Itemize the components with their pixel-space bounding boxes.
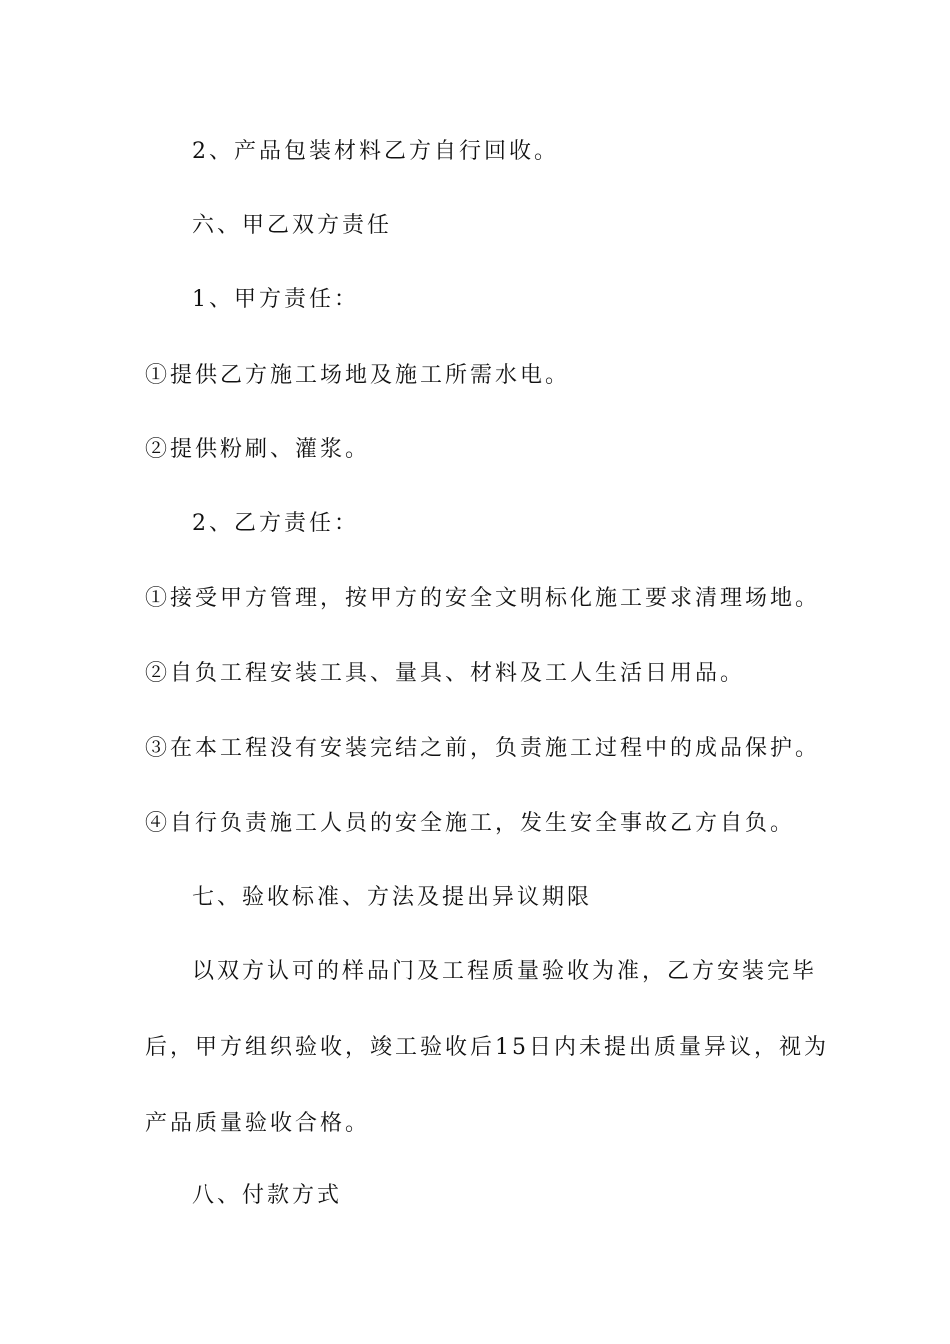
paragraph-line-2: 后，甲方组织验收，竣工验收后15日内未提出质量异议，视为	[145, 1035, 829, 1060]
party-b-item-4: ④自行负责施工人员的安全施工，发生安全事故乙方自负。	[145, 811, 796, 836]
section-heading-responsibilities: 六、甲乙双方责任	[192, 213, 393, 238]
section-heading-payment: 八、付款方式	[192, 1183, 343, 1208]
party-b-item-2: ②自负工程安装工具、量具、材料及工人生活日用品。	[145, 661, 746, 686]
party-b-item-1: ①接受甲方管理，按甲方的安全文明标化施工要求清理场地。	[145, 586, 821, 611]
clause-packaging-recycling: 2、产品包装材料乙方自行回收。	[192, 139, 559, 164]
party-a-item-2: ②提供粉刷、灌浆。	[145, 437, 371, 462]
subheading-party-a: 1、甲方责任：	[192, 287, 359, 312]
section-heading-acceptance: 七、验收标准、方法及提出异议期限	[192, 885, 593, 910]
party-a-item-1: ①提供乙方施工场地及施工所需水电。	[145, 363, 571, 388]
paragraph-line-1: 以双方认可的样品门及工程质量验收为准，乙方安装完毕	[192, 959, 818, 984]
paragraph-line-3: 产品质量验收合格。	[145, 1111, 371, 1136]
subheading-party-b: 2、乙方责任：	[192, 511, 359, 536]
party-b-item-3: ③在本工程没有安装完结之前，负责施工过程中的成品保护。	[145, 736, 821, 761]
